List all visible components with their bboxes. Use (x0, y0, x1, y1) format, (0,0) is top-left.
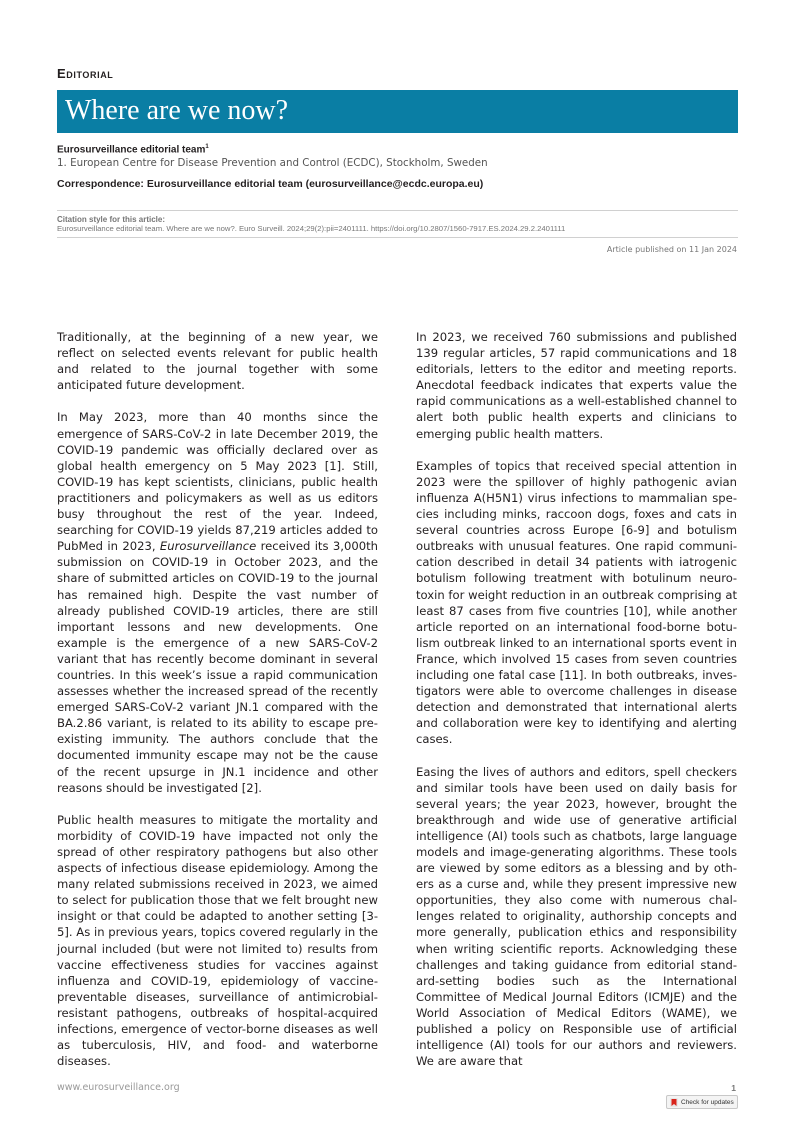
bookmark-icon (670, 1098, 678, 1107)
check-for-updates-label: Check for updates (681, 1098, 734, 1106)
affiliation: 1. European Centre for Disease Prevention and Control (ECDC), Stockholm, Sweden (57, 157, 488, 169)
affiliation-mark: 1 (205, 144, 209, 150)
check-for-updates-button[interactable] (666, 1095, 738, 1109)
paragraph-part: received its 3,000th submission on COVID-19 in October 2023, and the share of submitted articles on COVID-19 to the journal has remained high. Despite the vast number of already published COVID-19 articles, there are still important lessons and new developments. One example is the emergence of a new SARS-CoV-2 variant that has recently become dominant in several countries. In this week’s issue a rapid communication assesses whether the increased spread of the recently emerged SARS-CoV-2 variant JN.1 compared with the BA.2.86 variant, is related to its ability to escape pre-existing immunity. The authors conclude that the documented immunity escape may not be the cause of the recent upsurge in JN.1 incidence and other reasons should be investigated [2]. (57, 539, 378, 795)
paragraph: Examples of topics that received special attention in 2023 were the spillover of highly pathogenic avian influenza A(H5N1) virus infections to mammalian species including minks, raccoon dogs, foxes and cats in several countries across Europe [6-9] and botulism outbreaks with unusual features. One rapid communication described in detail 34 patients with iatrogenic botulism following treatment with botulinum neurotoxin for weight reduction in an outbreak comprising at least 87 cases from five countries [10], while another article reported on an international food-borne botulism outbreak linked to an international sports event in France, which involved 15 cases from seven countries including one fatal case [11]. In both outbreaks, investigators were able to overcome challenges in disease detection and demonstrated that international alerts and collaboration were key to identifying and alerting cases. (416, 458, 737, 747)
citation-box (57, 210, 738, 238)
title-banner (57, 90, 738, 133)
paragraph: Easing the lives of authors and editors, spell checkers and similar tools have been used on daily basis for several years; the year 2023, however, brought the breakthrough and wide use of generative artificial intelligence (AI) tools such as chatbots, large language models and image-generating algorithms. These tools are viewed by some editors as a blessing and by others as a curse and, while they present impressive new opportunities, they also come with numerous challenges related to originality, authorship concepts and more generally, publication ethics and responsibility when writing scientific reports. Acknowledging these challenges and taking guidance from editorial standard-setting bodies such as the International Committee of Medical Journal Editors (ICMJE) and the World Association of Medical Editors (WAME), we published a policy on Responsible use of artificial intelligence (AI) tools for our authors and reviewers. We are aware that (416, 764, 737, 1069)
correspondence: Correspondence: Eurosurveillance editorial team (eurosurveillance@ecdc.europa.eu) (57, 178, 484, 190)
paragraph (57, 409, 378, 795)
footer-url[interactable]: www.eurosurveillance.org (57, 1082, 180, 1093)
author-name: Eurosurveillance editorial team (57, 144, 206, 156)
paragraph: Public health measures to mitigate the mortality and morbidity of COVID-19 have impacted not only the spread of other respiratory pathogens but also other aspects of infectious disease epidemiology. Among the many related submissions received in 2023, we aimed to select for publication those that we felt brought new insight or that could be adapted to another setting [3-5]. As in previous years, topics covered regularly in the journal included (but were not limited to) results from vaccine effectiveness studies for vaccines against influenza and COVID-19, epidemiology of vaccine-preventable diseases, surveillance of antimicrobial-resistant pathogens, outbreaks of hospital-acquired infections, emergence of vector-borne diseases as well as tuberculosis, HIV, and food- and waterborne diseases. (57, 812, 378, 1069)
citation-label: Citation style for this article: (57, 215, 166, 224)
page-number: 1 (731, 1083, 736, 1093)
section-label: Editorial (57, 66, 114, 81)
paragraph: Traditionally, at the beginning of a new year, we reflect on selected events relevant for public health and related to the journal together with some anticipated future development. (57, 330, 378, 393)
body-column-right (416, 329, 737, 1085)
paragraph: In 2023, we received 760 submissions and published 139 regular articles, 57 rapid communications and 18 editorials, letters to the editor and meeting reports. Anecdotal feedback indicates that experts value the rapid communications as a well-established channel to alert both public health experts and clinicians to emerging public health matters. (416, 330, 737, 441)
author-line (57, 144, 209, 155)
paragraph-part: In May 2023, more than 40 months since the emergence of SARS-CoV-2 in late December 2019, the COVID-19 pandemic was officially declared over as global health emergency on 5 May 2023 [1]. Still, COVID-19 has kept scientists, clinicians, public health practitioners and policymakers as well as us editors busy throughout the rest of the year. Indeed, searching for COVID-19 yields 87,219 articles added to PubMed in 2023, (57, 410, 378, 554)
publication-date: Article published on 11 Jan 2024 (606, 245, 737, 254)
body-column-left (57, 329, 378, 1085)
journal-name: Eurosurveillance (159, 539, 257, 554)
article-title: Where are we now? (65, 95, 289, 126)
citation-text[interactable]: Eurosurveillance editorial team. Where are we now?. Euro Surveill. 2024;29(2):pii=2401111. https://doi.org/10.2807/1560-7917.ES.2024.29.2.2401111 (57, 224, 566, 233)
